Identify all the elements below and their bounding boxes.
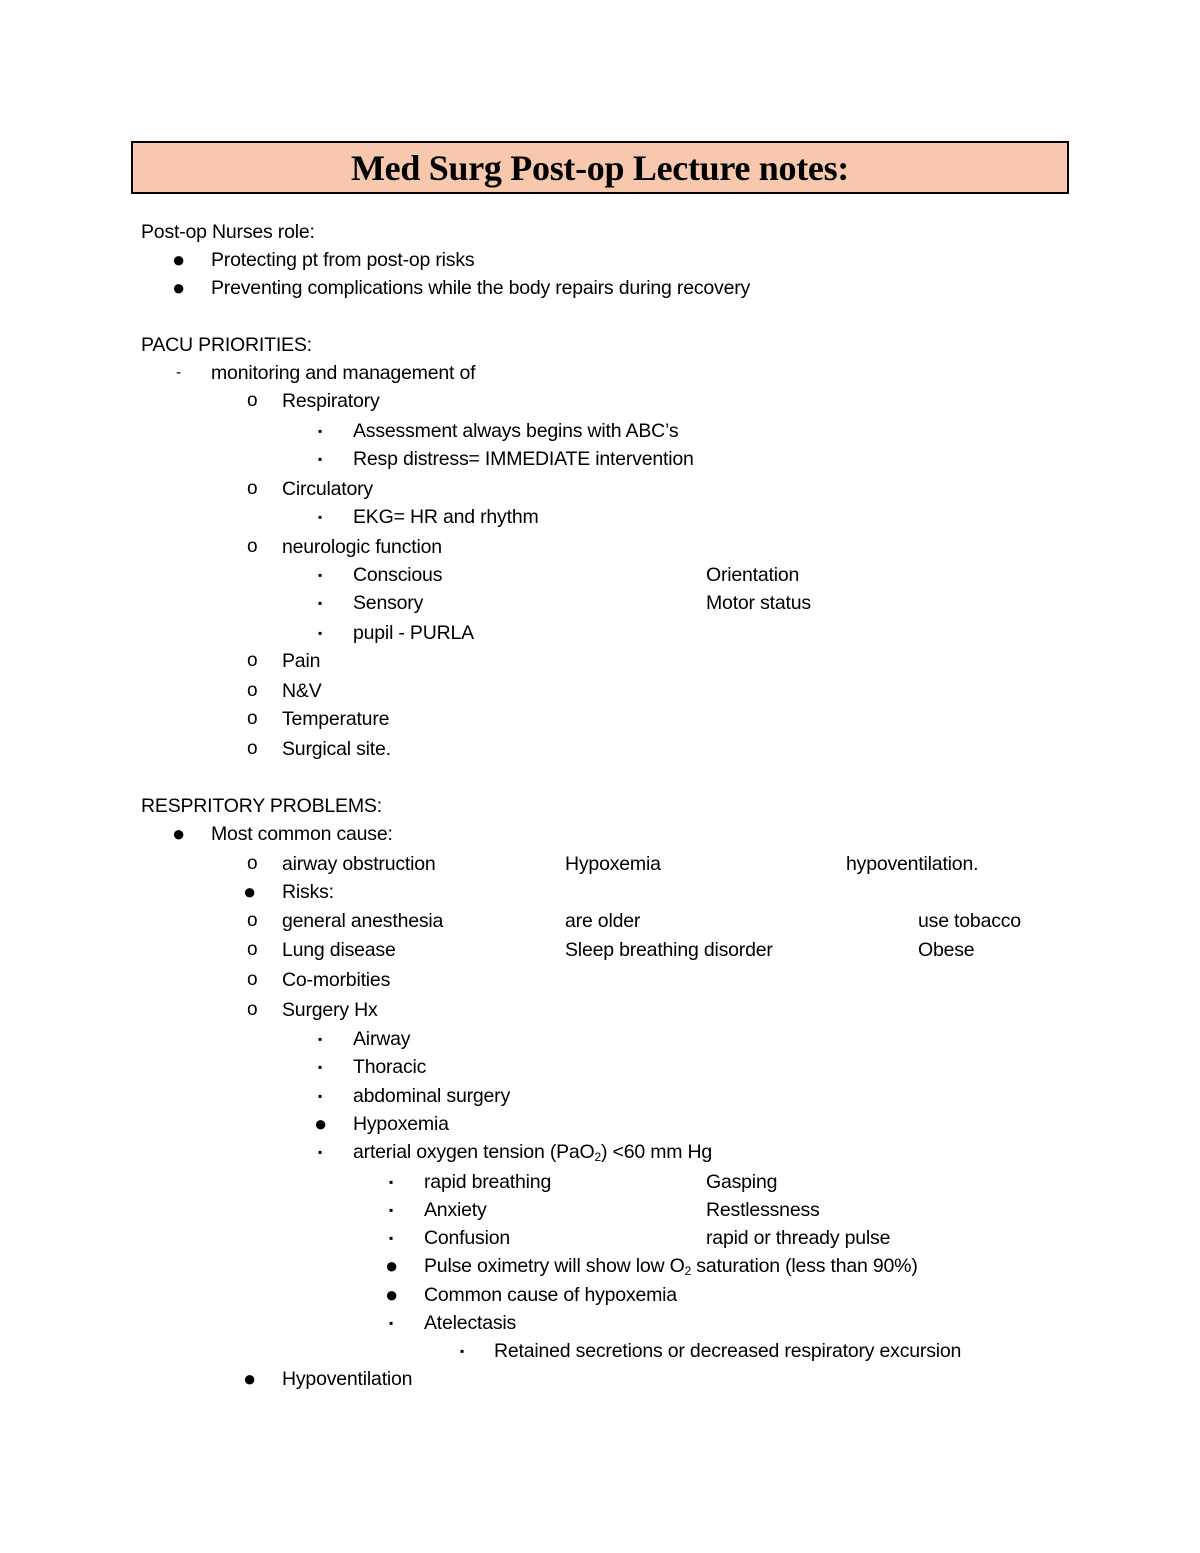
list-item: Protecting pt from post-op risks	[211, 249, 475, 271]
list-item: monitoring and management of	[211, 362, 476, 384]
list-item: Restlessness	[706, 1199, 820, 1221]
list-item-pao2	[353, 1140, 712, 1164]
pulse-ox-text-end: saturation (less than 90%)	[691, 1255, 918, 1277]
list-item: Gasping	[706, 1171, 778, 1193]
square-bullet-icon: ▪	[318, 568, 323, 582]
list-item: EKG= HR and rhythm	[353, 506, 539, 528]
square-bullet-icon: ▪	[318, 626, 323, 640]
disc-bullet-icon: ●	[385, 1253, 399, 1278]
list-item: neurologic function	[282, 536, 442, 558]
square-bullet-icon: ▪	[318, 424, 323, 438]
list-item: Risks:	[282, 881, 334, 903]
disc-bullet-icon: ●	[243, 1366, 257, 1391]
list-item: Surgery Hx	[282, 999, 378, 1021]
circle-bullet-icon: o	[247, 680, 258, 701]
square-bullet-icon: ▪	[389, 1175, 394, 1189]
list-item: Common cause of hypoxemia	[424, 1284, 677, 1306]
square-bullet-icon: ▪	[389, 1231, 394, 1245]
pulse-ox-subscript: 2	[684, 1264, 692, 1278]
square-bullet-icon: ▪	[318, 596, 323, 610]
list-item: Orientation	[706, 564, 800, 586]
list-item: rapid breathing	[424, 1171, 552, 1193]
circle-bullet-icon: o	[247, 969, 258, 990]
square-bullet-icon: ▪	[460, 1344, 465, 1358]
list-item: Conscious	[353, 564, 443, 586]
circle-bullet-icon: o	[247, 853, 258, 874]
list-item: Hypoxemia	[565, 853, 661, 875]
list-item: Resp distress= IMMEDIATE intervention	[353, 448, 694, 470]
list-item: Hypoventilation	[282, 1368, 413, 1390]
list-item: abdominal surgery	[353, 1085, 511, 1107]
square-bullet-icon: ▪	[318, 1060, 323, 1074]
circle-bullet-icon: o	[247, 390, 258, 411]
pao2-subscript: 2	[594, 1150, 602, 1164]
square-bullet-icon: ▪	[389, 1203, 394, 1217]
list-item: Temperature	[282, 708, 390, 730]
disc-bullet-icon: ●	[172, 247, 186, 272]
list-item: Assessment always begins with ABC’s	[353, 420, 679, 442]
disc-bullet-icon: ●	[172, 821, 186, 846]
section-heading-nurses-role: Post-op Nurses role:	[141, 221, 315, 243]
pao2-text: arterial oxygen tension (PaO	[353, 1141, 595, 1163]
list-item: use tobacco	[918, 910, 1021, 932]
list-item-pulse-ox	[424, 1254, 918, 1278]
list-item: Confusion	[424, 1227, 511, 1249]
square-bullet-icon: ▪	[389, 1316, 394, 1330]
list-item: airway obstruction	[282, 853, 436, 875]
list-item: Anxiety	[424, 1199, 487, 1221]
dash-bullet-icon: -	[176, 364, 182, 381]
list-item: rapid or thready pulse	[706, 1227, 891, 1249]
circle-bullet-icon: o	[247, 536, 258, 557]
pao2-text-end: ) <60 mm Hg	[601, 1141, 713, 1163]
list-item: Most common cause:	[211, 823, 393, 845]
list-item: Retained secretions or decreased respiratory excursion	[494, 1340, 962, 1362]
circle-bullet-icon: o	[247, 650, 258, 671]
list-item: Lung disease	[282, 939, 396, 961]
pulse-ox-text: Pulse oximetry will show low O	[424, 1255, 685, 1277]
list-item: Pain	[282, 650, 321, 672]
list-item: Atelectasis	[424, 1312, 517, 1334]
list-item: Surgical site.	[282, 738, 391, 760]
list-item: Co-morbities	[282, 969, 391, 991]
list-item: pupil - PURLA	[353, 622, 474, 644]
circle-bullet-icon: o	[247, 738, 258, 759]
list-item: Circulatory	[282, 478, 373, 500]
square-bullet-icon: ▪	[318, 1145, 323, 1159]
list-item: general anesthesia	[282, 910, 444, 932]
section-heading-pacu: PACU PRIORITIES:	[141, 334, 312, 356]
list-item: Sleep breathing disorder	[565, 939, 773, 961]
square-bullet-icon: ▪	[318, 452, 323, 466]
list-item: Preventing complications while the body repairs during recovery	[211, 277, 751, 299]
list-item: Obese	[918, 939, 975, 961]
page-title: Med Surg Post-op Lecture notes:	[351, 147, 849, 188]
circle-bullet-icon: o	[247, 910, 258, 931]
list-item: hypoventilation.	[846, 853, 979, 875]
disc-bullet-icon: ●	[243, 879, 257, 904]
section-heading-resp-problems: RESPRITORY PROBLEMS:	[141, 795, 382, 817]
list-item: Sensory	[353, 592, 424, 614]
list-item: Airway	[353, 1028, 411, 1050]
circle-bullet-icon: o	[247, 708, 258, 729]
circle-bullet-icon: o	[247, 478, 258, 499]
list-item: Respiratory	[282, 390, 380, 412]
list-item: Motor status	[706, 592, 811, 614]
list-item: Hypoxemia	[353, 1113, 449, 1135]
disc-bullet-icon: ●	[314, 1111, 328, 1136]
circle-bullet-icon: o	[247, 939, 258, 960]
disc-bullet-icon: ●	[172, 275, 186, 300]
list-item: are older	[565, 910, 641, 932]
list-item: Thoracic	[353, 1056, 427, 1078]
title-banner	[131, 141, 1069, 194]
square-bullet-icon: ▪	[318, 1032, 323, 1046]
square-bullet-icon: ▪	[318, 510, 323, 524]
square-bullet-icon: ▪	[318, 1089, 323, 1103]
disc-bullet-icon: ●	[385, 1282, 399, 1307]
list-item: N&V	[282, 680, 322, 702]
circle-bullet-icon: o	[247, 999, 258, 1020]
